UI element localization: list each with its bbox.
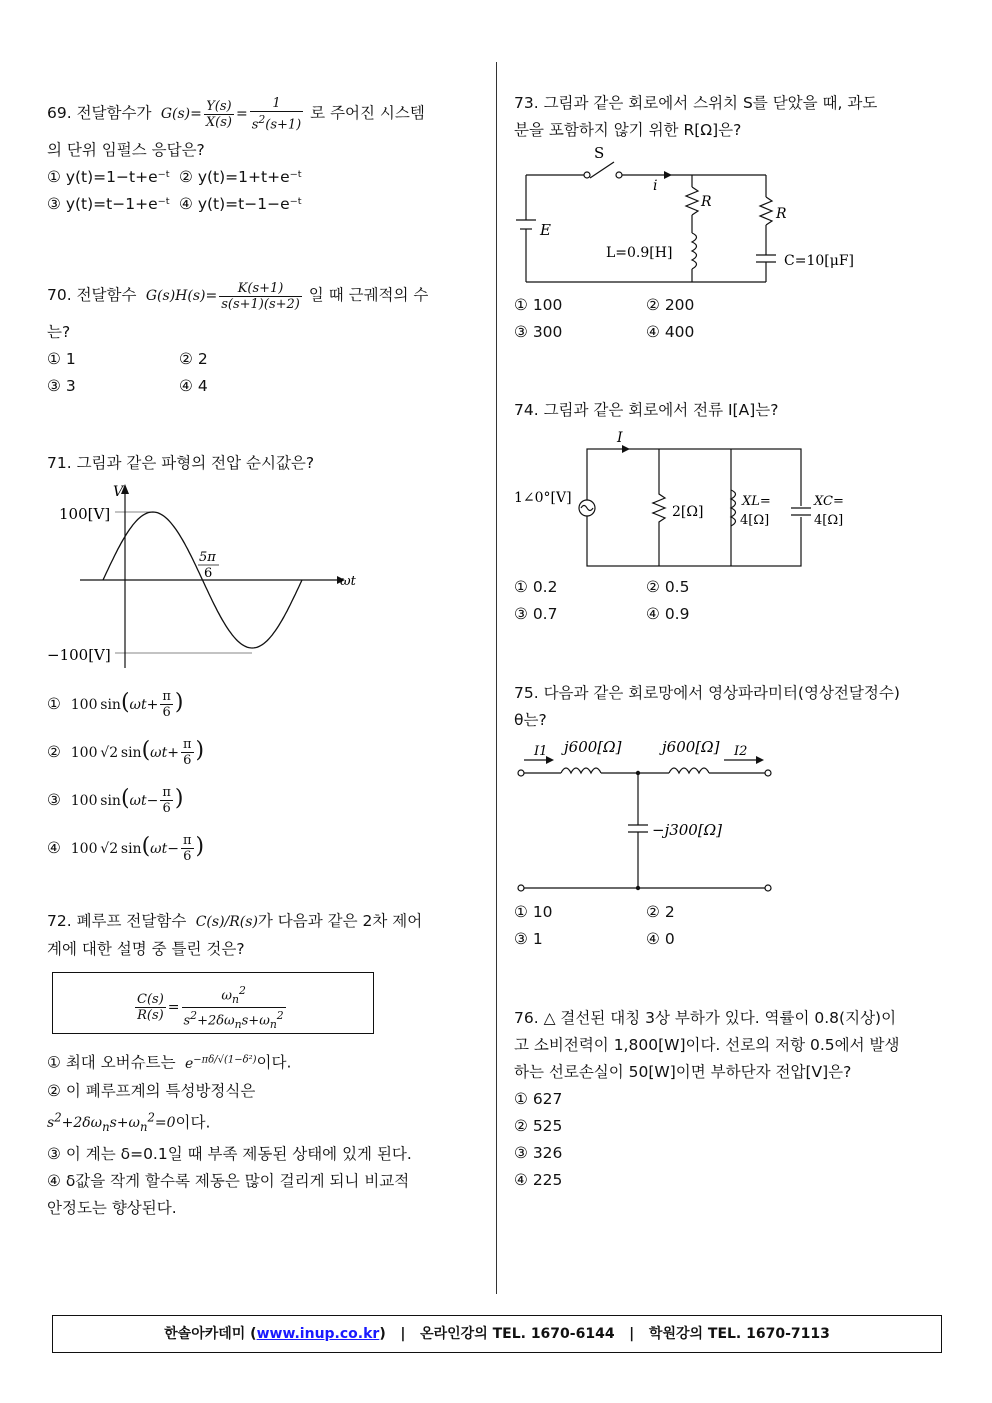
- question-75: [514, 680, 946, 734]
- q72-options: [47, 1046, 479, 1222]
- q76-option-4[interactable]: ④ 225: [514, 1171, 563, 1189]
- q69-option-3[interactable]: ③ y(t)=t−1+e⁻ᵗ: [47, 195, 171, 213]
- q73-option-1[interactable]: ① 100: [514, 296, 563, 314]
- q75-stem-line1: 75. 다음과 같은 회로망에서 영상파라미터(영상전달정수): [514, 684, 900, 702]
- q74-stem: 74. 그림과 같은 회로에서 전류 I[A]는?: [514, 401, 779, 419]
- q76-option-3[interactable]: ③ 326: [514, 1144, 563, 1162]
- q74-option-3[interactable]: ③ 0.7: [514, 605, 558, 623]
- q69-stem-line2: 의 단위 임펄스 응답은?: [47, 141, 205, 159]
- q74-xl-value: 4[Ω]: [740, 513, 770, 528]
- q75-options: [514, 899, 946, 953]
- column-divider: [496, 62, 497, 1294]
- footer-offline-tel: 학원강의 TEL. 1670-7113: [648, 1326, 830, 1342]
- q74-circuit: [514, 428, 874, 573]
- q72-option-4[interactable]: ④ δ값을 작게 할수록 제동은 많이 걸리게 되니 비교적 안정도는 향상된다.: [47, 1172, 410, 1218]
- q74-current-arrow: [622, 445, 630, 453]
- q73-stem-line2: 분을 포함하지 않기 위한 R[Ω]은?: [514, 121, 742, 139]
- q74-option-1[interactable]: ① 0.2: [514, 578, 558, 596]
- q69-option-4[interactable]: ④ y(t)=t−1−e⁻ᵗ: [179, 195, 303, 213]
- q73-capacitor-label: C=10[μF]: [784, 253, 854, 269]
- q72-option-1[interactable]: ① 최대 오버슈트는 $e^{-\pi\delta/√(1-\delta^2)}$이다.: [47, 1053, 292, 1072]
- q74-current-label: I: [617, 430, 623, 446]
- q70-stem: 70. 전달함수 G(s)H(s)= $\frac{K(s+1)}{s(s+1)(s+2)}$ 일 때 근궤적의 수: [47, 280, 429, 312]
- q70-option-3[interactable]: ③ 3: [47, 377, 76, 395]
- q73-r1-label: R: [701, 194, 712, 210]
- q72-stem: 72. 폐루프 전달함수 C(s)/R(s)가 다음과 같은 2차 제어: [47, 912, 423, 930]
- q70-option-1[interactable]: ① 1: [47, 350, 76, 368]
- q73-r2-label: R: [776, 206, 787, 222]
- q75-z2-label: j600[Ω]: [662, 738, 720, 756]
- q69-option-2[interactable]: ② y(t)=1+t+e⁻ᵗ: [179, 168, 303, 186]
- q75-option-2[interactable]: ② 2: [646, 903, 675, 921]
- q73-options: [514, 292, 946, 346]
- q71-option-4[interactable]: ④ 100 √2 sin(ωt− $\frac{\pi}{6}$ ): [47, 833, 205, 864]
- q71-option-3[interactable]: ③ 100 sin(ωt− $\frac{\pi}{6}$ ): [47, 785, 184, 816]
- question-74: [514, 397, 946, 424]
- q71-v-label: V: [113, 484, 124, 500]
- q73-option-2[interactable]: ② 200: [646, 296, 695, 314]
- q72-equation-box: [52, 972, 374, 1034]
- q69-options: [47, 164, 479, 218]
- q74-xc-value: 4[Ω]: [814, 513, 844, 528]
- q73-current-arrow: [664, 171, 672, 179]
- q76-stem-line1: 76. △ 결선된 대칭 3상 부하가 있다. 역률이 0.8(지상)이: [514, 1009, 897, 1027]
- q76-stem-line2: 고 소비전력이 1,800[W]이다. 선로의 저항 0.5에서 발생: [514, 1036, 900, 1054]
- q75-option-1[interactable]: ① 10: [514, 903, 553, 921]
- q73-current-label: i: [653, 178, 658, 194]
- q76-option-2[interactable]: ② 525: [514, 1117, 563, 1135]
- q71-mark-den: 6: [204, 566, 213, 581]
- question-76: [514, 1005, 946, 1194]
- q74-resistor-label: 2[Ω]: [672, 504, 704, 520]
- q74-options: [514, 574, 946, 628]
- q71-waveform-graph: [47, 478, 367, 670]
- q74-xl-name: XL=: [742, 494, 771, 509]
- footer-bar: 한솔아카데미 (www.inup.co.kr) | 온라인강의 TEL. 1670-6144 | 학원강의 TEL. 1670-7113: [52, 1315, 942, 1353]
- q71-option-1[interactable]: ① 100 sin(ωt+ $\frac{\pi}{6}$ ): [47, 689, 184, 720]
- q75-option-4[interactable]: ④ 0: [646, 930, 675, 948]
- q72-option-3[interactable]: ③ 이 계는 δ=0.1일 때 부족 제동된 상태에 있게 된다.: [47, 1145, 412, 1164]
- q71-option-2[interactable]: ② 100 √2 sin(ωt+ $\frac{\pi}{6}$ ): [47, 737, 205, 768]
- q74-source-label: 1∠0°[V]: [514, 490, 572, 506]
- footer-url-link[interactable]: www.inup.co.kr: [256, 1326, 380, 1342]
- q72-char-equation: $s^2+2\delta\omega_ns+\omega_n^2=0$: [47, 1110, 176, 1135]
- q69-stem: 69. 전달함수가 G(s)= $\frac{Y(s)}{X(s)}$ = $\frac{1}{s^2(s+1)}$ 로 주어진 시스템: [47, 95, 425, 133]
- q74-option-4[interactable]: ④ 0.9: [646, 605, 690, 623]
- q75-i2-label: I2: [734, 744, 748, 759]
- q71-max-label: 100[V]: [59, 505, 111, 523]
- q73-circuit: [514, 145, 874, 285]
- q71-mark-num: 5π: [199, 550, 216, 565]
- q72-formula: C(s)/R(s): [191, 914, 258, 930]
- question-73: [514, 90, 946, 144]
- q70-option-4[interactable]: ④ 4: [179, 377, 208, 395]
- q73-stem-line1: 73. 그림과 같은 회로에서 스위치 S를 닫았을 때, 과도: [514, 94, 878, 112]
- q76-option-1[interactable]: ① 627: [514, 1090, 563, 1108]
- q75-circuit: [514, 735, 794, 895]
- q75-zc-label: −j300[Ω]: [652, 821, 722, 839]
- q70-formula: G(s)H(s)= $\frac{K(s+1)}{s(s+1)(s+2)}$: [141, 280, 300, 312]
- q75-i2-arrow: [756, 756, 764, 764]
- q72-equation: $\frac{C(s)}{R(s)}$ = $\frac{\omega_n^2}{s^2+2\delta\omega_ns+\omega_n^2}$: [137, 984, 284, 1031]
- q76-stem-line3: 하는 선로손실이 50[W]이면 부하단자 전압[V]은?: [514, 1063, 852, 1081]
- q75-stem-line2: θ는?: [514, 711, 547, 729]
- q70-stem-line2: 는?: [47, 323, 71, 341]
- q75-i1-label: I1: [534, 744, 548, 759]
- footer-online-tel: 온라인강의 TEL. 1670-6144: [420, 1326, 615, 1342]
- q73-inductor-label: L=0.9[H]: [606, 245, 673, 261]
- q73-switch-label: S: [594, 145, 605, 162]
- q74-option-2[interactable]: ② 0.5: [646, 578, 690, 596]
- q70-options: [47, 346, 479, 400]
- q71-stem: 71. 그림과 같은 파형의 전압 순시값은?: [47, 454, 315, 472]
- q72-stem-line2: 계에 대한 설명 중 틀린 것은?: [47, 940, 245, 958]
- q69-option-1[interactable]: ① y(t)=1−t+e⁻ᵗ: [47, 168, 171, 186]
- q72-option-2[interactable]: ② 이 폐루프계의 특성방정식은 $s^2+2\delta\omega_ns+\omega_n^2=0$이다.: [47, 1081, 256, 1135]
- q75-z1-label: j600[Ω]: [564, 738, 622, 756]
- question-71: [47, 450, 479, 477]
- q71-min-label: −100[V]: [47, 646, 111, 664]
- question-69: [47, 93, 479, 218]
- q71-options: [47, 680, 479, 872]
- q71-x-label: ωt: [340, 574, 356, 589]
- footer-academy: 한솔아카데미: [164, 1326, 246, 1342]
- q70-option-2[interactable]: ② 2: [179, 350, 208, 368]
- q73-option-3[interactable]: ③ 300: [514, 323, 563, 341]
- q69-formula: G(s)= $\frac{Y(s)}{X(s)}$ = $\frac{1}{s^2(s+1)}$: [156, 95, 302, 133]
- q75-option-3[interactable]: ③ 1: [514, 930, 543, 948]
- q73-source-label: E: [540, 221, 551, 239]
- question-70: [47, 275, 479, 400]
- q72-overshoot-formula: $e^{-\pi\delta/√(1-\delta^2)}$: [180, 1054, 257, 1072]
- q73-option-4[interactable]: ④ 400: [646, 323, 695, 341]
- question-72: [47, 908, 479, 963]
- q74-xc-name: XC=: [814, 494, 844, 509]
